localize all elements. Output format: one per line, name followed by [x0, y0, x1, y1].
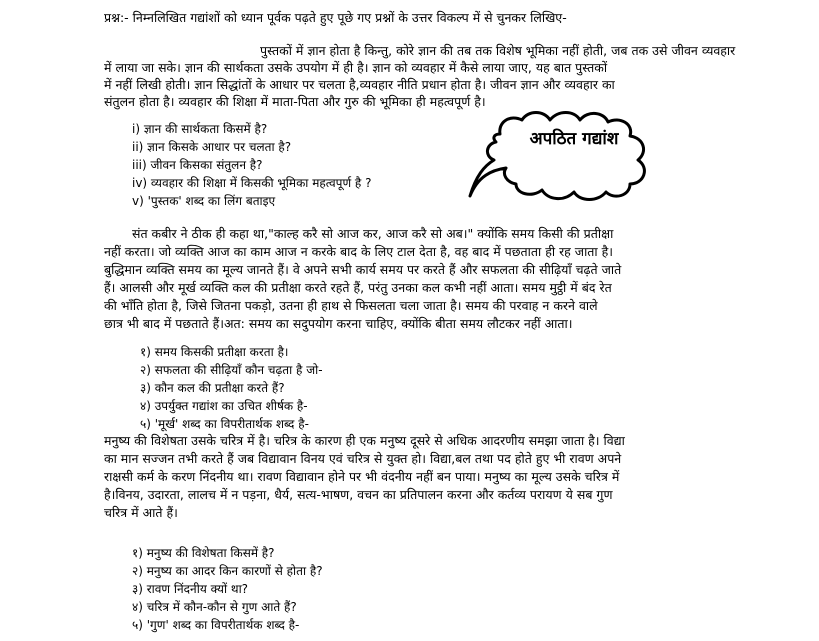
passage-3-line-1: मनुष्य की विशेषता उसके चरित्र में है। चरित्र के कारण ही एक मनुष्य दूसरे से अधिक आदरणीय समझा जाता है। विद्या [104, 433, 625, 448]
passage-2-question-2: २) सफलता की सीढ़ियाँ कौन चढ़ता है जो- [140, 363, 323, 377]
passage-2-line-4: हैं। आलसी और मूर्ख व्यक्ति कल की प्रतीक्षा करते रहते हैं, परंतु उनका कल कभी नहीं आता। समय मुट्ठी में बंद रेत [104, 280, 612, 295]
passage-2-line-5: की भाँति होता है, जिसे जितना पकड़ो, उतना ही हाथ से फिसलता चला जाता है। समय की परवाह न करने वाले [104, 298, 598, 313]
passage-2-line-3: बुद्धिमान व्यक्ति समय का मूल्य जानते हैं। वे अपने सभी कार्य समय पर करते हैं और सफलता की सीढ़ियाँ चढ़ते जाते [104, 262, 622, 277]
passage-3-question-4: ४) चरित्र में कौन-कौन से गुण आते हैं? [132, 600, 297, 614]
passage-2-line-6: छात्र भी बाद में पछताते हैं।अत: समय का सदुपयोग करना चाहिए, क्योंकि बीता समय लौटकर नहीं आता। [104, 316, 573, 331]
passage-3-line-4: है।विनय, उदारता, लालच में न पड़ना, धैर्य, सत्य-भाषण, वचन का प्रतिपालन करना और कर्तव्य परायण ये सब गुण [104, 487, 613, 502]
passage-1-question-2: ii) ज्ञान किसके आधार पर चलता है? [132, 140, 292, 154]
passage-3-question-1: १) मनुष्य की विशेषता किसमें है? [132, 546, 275, 560]
passage-3-question-2: २) मनुष्य का आदर किन कारणों से होता है? [132, 564, 323, 578]
passage-2-question-5: ५) 'मूर्ख' शब्द का विपरीतार्थक शब्द है- [140, 417, 309, 431]
passage-1-line-3: में नहीं लिखी होती। ज्ञान सिद्धांतों के आधार पर चलता है,व्यवहार नीति प्रधान होता है। जीवन ज्ञान और व्यवहार का [104, 77, 615, 92]
passage-1-line-1: पुस्तकों में ज्ञान होता है किन्तु, कोरे ज्ञान की तब तक विशेष भूमिका नहीं होती, जब तक उसे जीवन व्यवहार [260, 43, 736, 58]
passage-2-line-1: संत कबीर ने ठीक ही कहा था,"काल्ह करै सो आज कर, आज करै सो अब।" क्योंकि समय किसी की प्रतीक्षा [132, 226, 614, 241]
passage-1-question-3: iii) जीवन किसका संतुलन है? [132, 158, 263, 172]
passage-3-question-5: ५) 'गुण' शब्द का विपरीतार्थक शब्द है- [132, 618, 300, 632]
passage-1-question-5: v) 'पुस्तक' शब्द का लिंग बताइए [132, 194, 276, 208]
passage-badge-label: अपठित गद्यांश [529, 129, 619, 149]
passage-2-line-2: नहीं करता। जो व्यक्ति आज का काम आज न करके बाद के लिए टाल देता है, वह बाद में पछताता ही रह जाता है। [104, 244, 614, 259]
passage-3-question-3: ३) रावण निंदनीय क्यों था? [132, 582, 249, 596]
passage-1-question-1: i) ज्ञान की सार्थकता किसमें है? [132, 122, 268, 136]
instruction-heading: प्रश्न:- निम्नलिखित गद्यांशों को ध्यान पूर्वक पढ़ते हुए पूछे गए प्रश्नों के उत्तर विकल्प में से चुनकर लिखिए- [104, 10, 567, 25]
passage-3-line-2: का मान सज्जन तभी करते हैं जब विद्यावान विनय एवं चरित्र से युक्त हो। विद्या,बल तथा पद होते हुए भी रावण अपने [104, 451, 622, 466]
passage-1-question-4: iv) व्यवहार की शिक्षा में किसकी भूमिका महत्वपूर्ण है ? [132, 176, 372, 190]
passage-1-line-4: संतुलन होता है। व्यवहार की शिक्षा में माता-पिता और गुरु की भूमिका ही महत्वपूर्ण है। [104, 94, 486, 109]
passage-3-line-3: राक्षसी कर्म के करण निंदनीय था। रावण विद्यावान होने पर भी वंदनीय नहीं बन पाया। मनुष्य का मूल्य उसके चरित्र में [104, 469, 620, 484]
passage-2-question-3: ३) कौन कल की प्रतीक्षा करते हैं? [140, 381, 285, 395]
passage-1-line-2: में लाया जा सके। ज्ञान की सार्थकता उसके उपयोग में ही है। ज्ञान को व्यवहार में कैसे लाया जाए, यह बात पुस्तकों [104, 60, 608, 75]
cloud-shape-icon [458, 104, 668, 209]
passage-3-line-5: चरित्र में आते हैं। [104, 505, 178, 520]
passage-2-question-4: ४) उपर्युक्त गद्यांश का उचित शीर्षक है- [140, 399, 308, 413]
passage-2-question-1: १) समय किसकी प्रतीक्षा करता है। [140, 345, 289, 359]
